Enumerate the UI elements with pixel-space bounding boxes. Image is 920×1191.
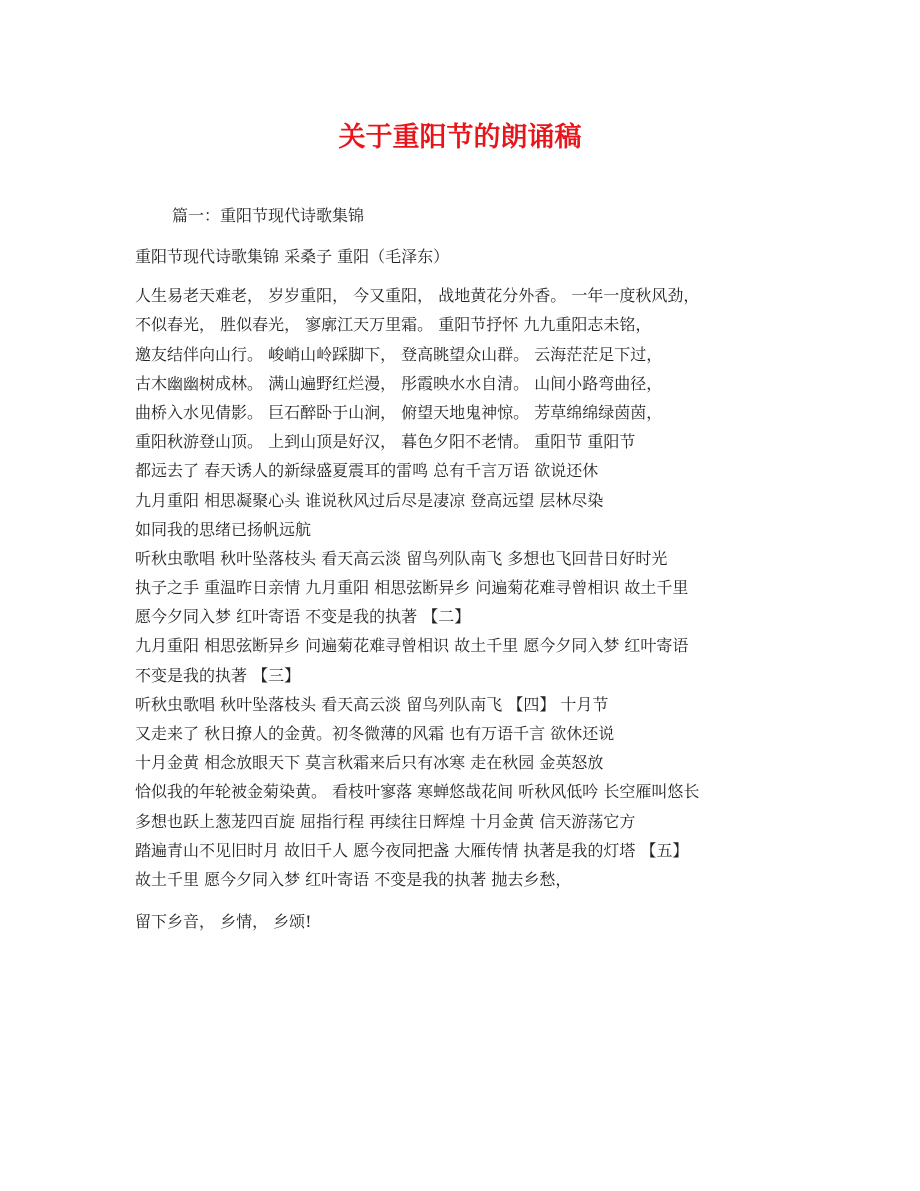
text-line: 重阳秋游登山顶。 上到山顶是好汉， 暮色夕阳不老情。 重阳节 重阳节 — [135, 432, 636, 452]
text-line: 故土千里 愿今夕同入梦 红叶寄语 不变是我的执著 抛去乡愁， — [135, 869, 572, 889]
text-line: 九月重阳 相思凝聚心头 谁说秋风过后尽是凄凉 登高远望 层林尽染 — [135, 490, 604, 510]
document-title: 关于重阳节的朗诵稿 — [338, 122, 582, 153]
text-line: 邀友结伴向山行。 峻峭山岭踩脚下， 登高眺望众山群。 云海茫茫足下过， — [135, 344, 663, 364]
text-line: 都远去了 春天诱人的新绿盛夏震耳的雷鸣 总有千言万语 欲说还休 — [135, 461, 599, 481]
text-line: 听秋虫歌唱 秋叶坠落枝头 看天高云淡 留鸟列队南飞 多想也飞回昔日好时光 — [135, 548, 668, 568]
text-line: 不似春光， 胜似春光， 寥廓江天万里霜。 重阳节抒怀 九九重阳志未铭， — [135, 315, 652, 335]
text-line: 曲桥入水见倩影。 巨石醉卧于山涧， 俯望天地鬼神惊。 芳草绵绵绿茵茵， — [135, 402, 663, 422]
text-line: 执子之手 重温昨日亲情 九月重阳 相思弦断异乡 问遍菊花难寻曾相识 故土千里 — [135, 578, 689, 598]
text-line: 恰似我的年轮被金菊染黄。 看枝叶寥落 寒蝉悠哉花间 听秋风低吟 长空雁叫悠长 — [135, 782, 700, 802]
text-line: 九月重阳 相思弦断异乡 问遍菊花难寻曾相识 故土千里 愿今夕同入梦 红叶寄语 — [135, 636, 689, 656]
text-line: 十月金黄 相念放眼天下 莫言秋霜来后只有冰寒 走在秋园 金英怒放 — [135, 753, 604, 773]
text-line: 如同我的思绪已扬帆远航 — [135, 519, 312, 539]
text-line: 听秋虫歌唱 秋叶坠落枝头 看天高云淡 留鸟列队南飞 【四】 十月节 — [135, 694, 609, 714]
text-line: 又走来了 秋日撩人的金黄。初冬微薄的风霜 也有万语千言 欲休还说 — [135, 724, 615, 743]
text-line: 重阳节现代诗歌集锦 采桑子 重阳（毛泽东） — [135, 247, 450, 266]
poem-body — [135, 244, 815, 938]
text-line: 不变是我的执著 【三】 — [135, 665, 301, 685]
text-line: 愿今夕同入梦 红叶寄语 不变是我的执著 【二】 — [135, 607, 471, 627]
text-line: 多想也跃上葱茏四百旋 屈指行程 再续往日辉煌 十月金黄 信天游荡它方 — [135, 811, 636, 831]
text-line: 留下乡音， 乡情， 乡颂! — [135, 912, 312, 932]
text-line: 人生易老天难老， 岁岁重阳， 今又重阳， 战地黄花分外香。 一年一度秋风劲， — [135, 286, 700, 306]
text-line: 踏遍青山不见旧时月 故旧千人 愿今夜同把盏 大雁传情 执著是我的灯塔 【五】 — [135, 840, 689, 860]
section-heading: 篇一：重阳节现代诗歌集锦 — [172, 206, 365, 225]
text-line: 古木幽幽树成林。 满山遍野红烂漫， 彤霞映水水自清。 山间小路弯曲径， — [135, 373, 663, 393]
